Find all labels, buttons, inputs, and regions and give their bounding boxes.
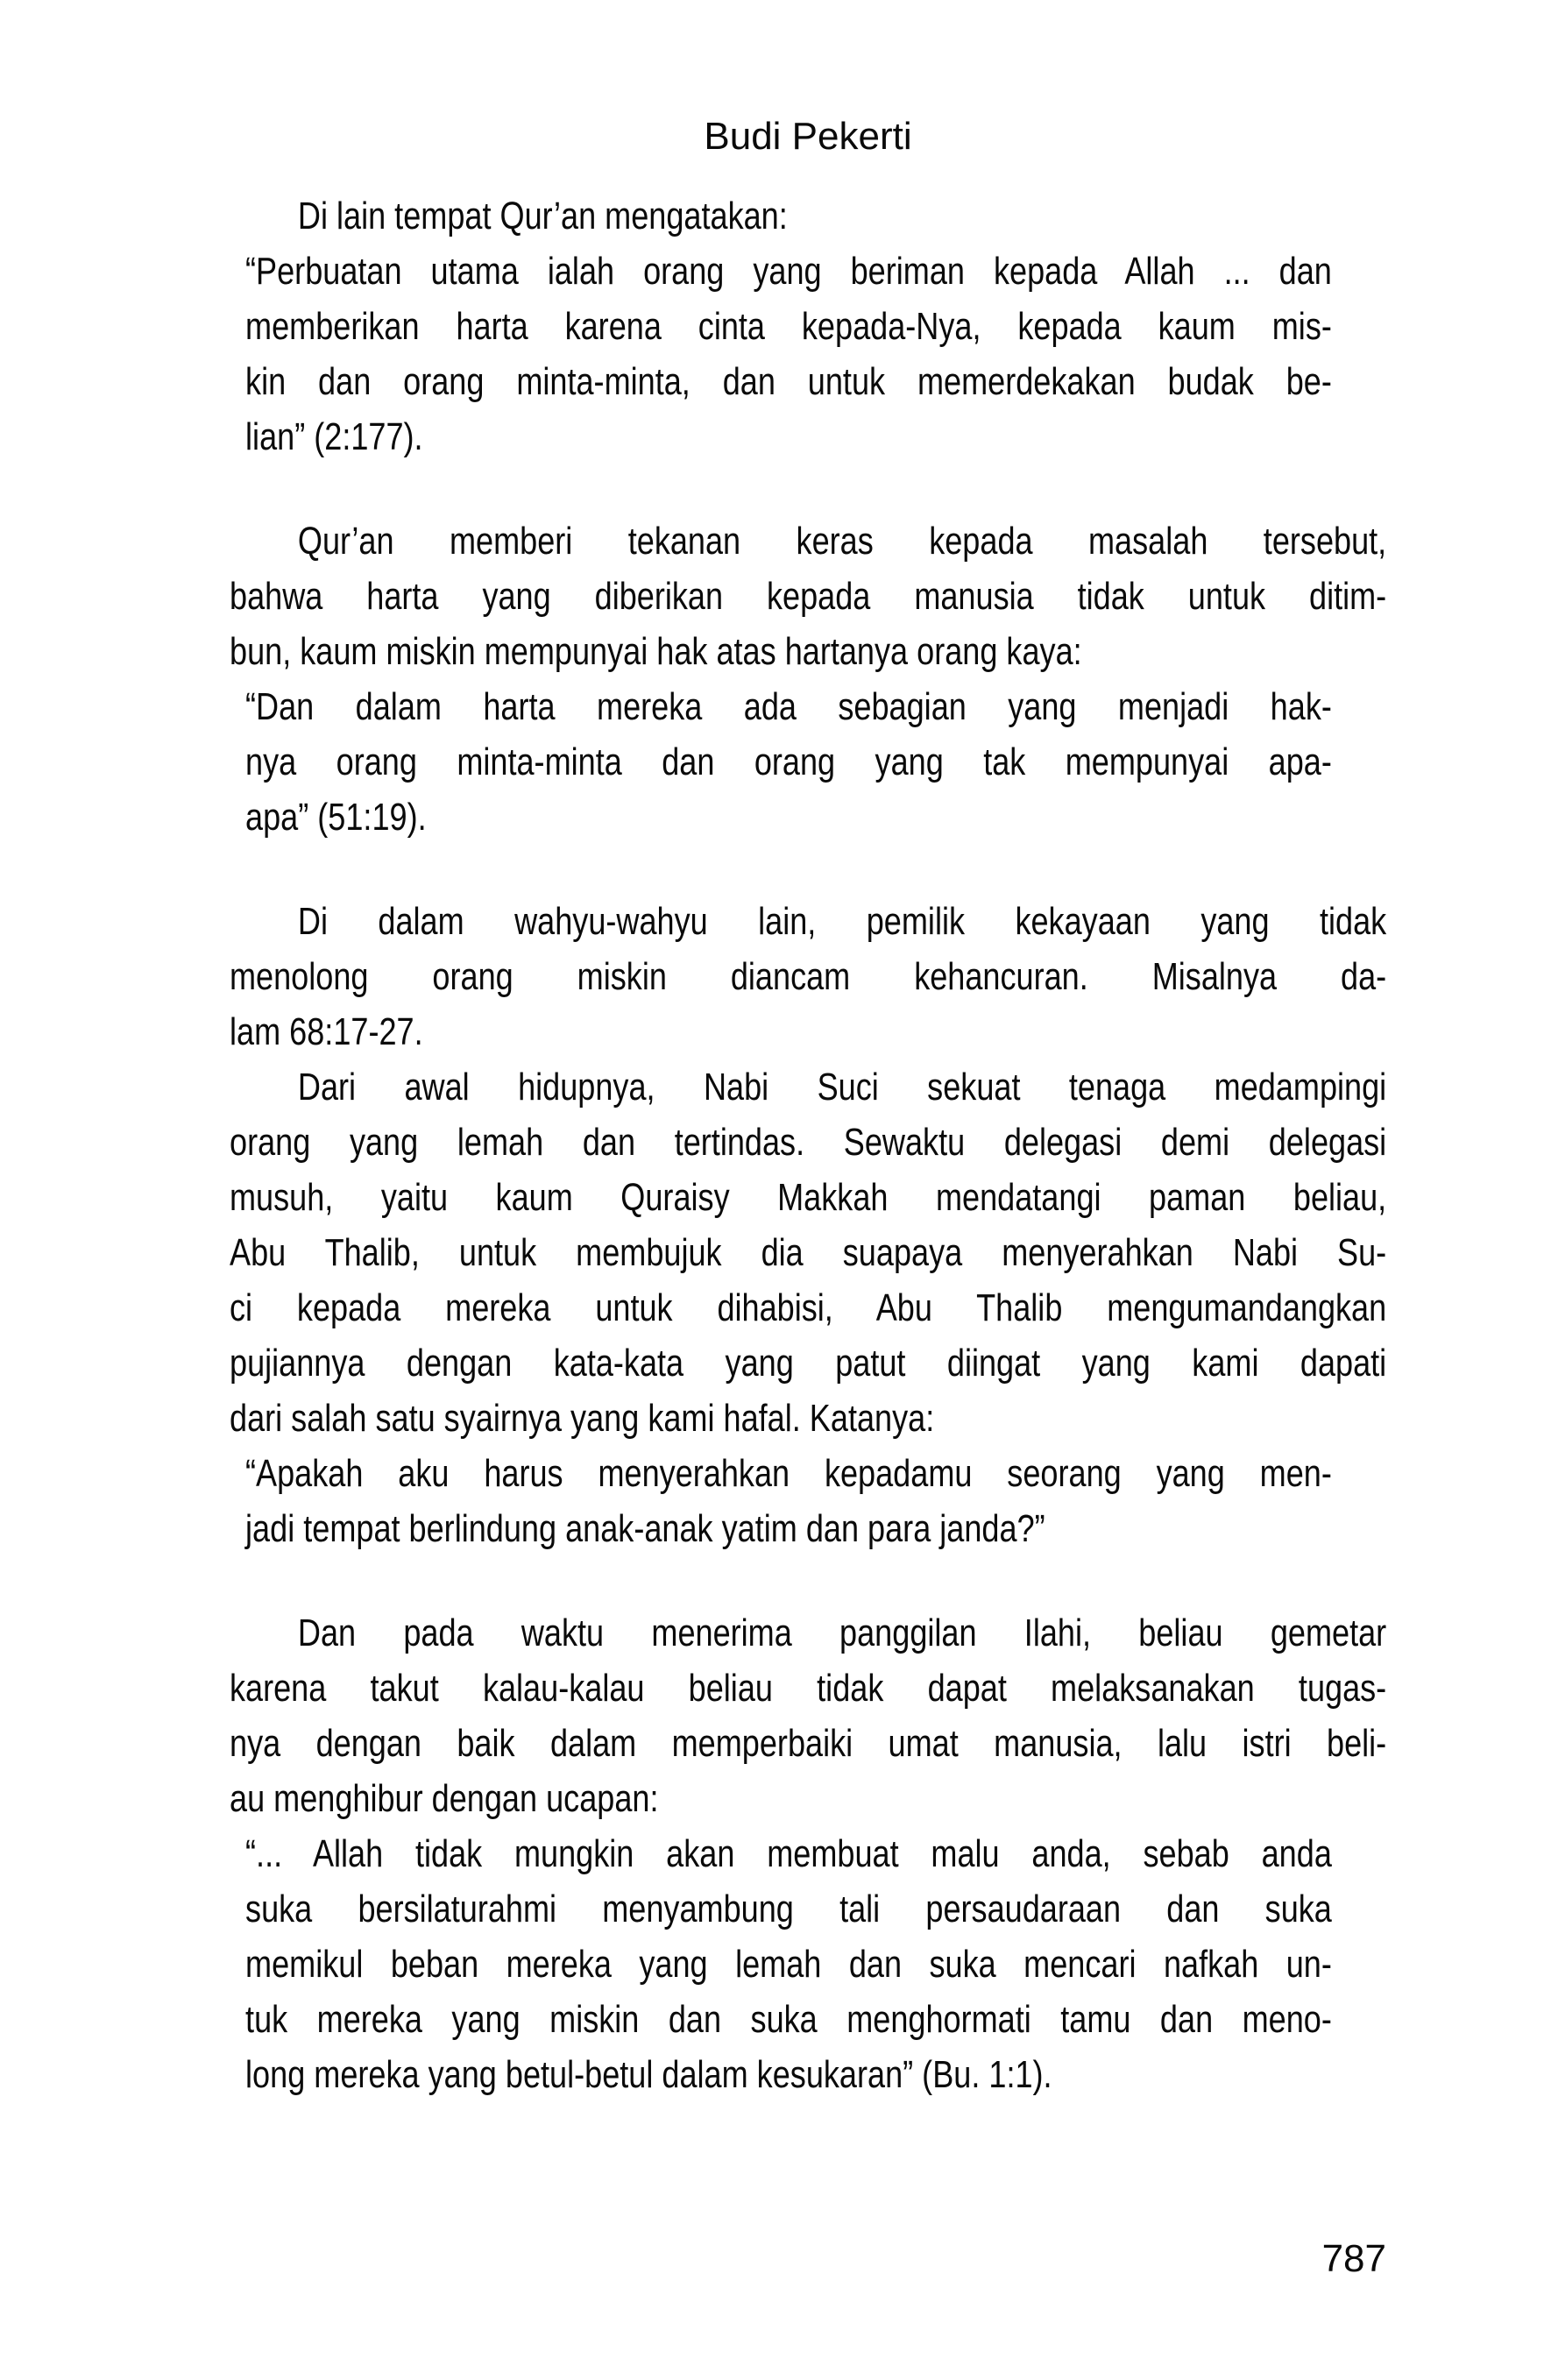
- page-body: [230, 188, 1386, 2151]
- text-line: Di lain tempat Qur’an mengatakan:: [297, 195, 788, 237]
- text-line: orang yang lemah dan tertindas. Sewaktu delegasi demi delegasi: [230, 1121, 1387, 1164]
- text-line: karena takut kalau-kalau beliau tidak dapat melaksanakan tugas-: [230, 1667, 1387, 1710]
- text-line: “... Allah tidak mungkin akan membuat malu anda, sebab anda: [245, 1832, 1332, 1875]
- text-line: nya orang minta-minta dan orang yang tak mempunyai apa-: [245, 740, 1332, 783]
- text-line: ci kepada mereka untuk dihabisi, Abu Thalib mengumandangkan: [230, 1286, 1387, 1329]
- text-line: pujiannya dengan kata-kata yang patut diingat yang kami dapati: [230, 1342, 1387, 1385]
- text-line: “Perbuatan utama ialah orang yang beriman kepada Allah ... dan: [245, 250, 1332, 293]
- running-header: Budi Pekerti: [704, 115, 912, 158]
- text-line: long mereka yang betul-betul dalam kesukaran” (Bu. 1:1).: [245, 2053, 1052, 2096]
- text-line: Di dalam wahyu-wahyu lain, pemilik kekayaan yang tidak: [297, 900, 1387, 943]
- paragraph: [230, 188, 1386, 244]
- blockquote: [230, 1826, 1386, 2102]
- text-line: lam 68:17-27.: [230, 1010, 423, 1053]
- text-line: dari salah satu syairnya yang kami hafal. Katanya:: [230, 1397, 935, 1440]
- paragraph: [230, 894, 1386, 1059]
- blockquote: [230, 244, 1386, 464]
- paragraph: [230, 514, 1386, 679]
- text-line: “Dan dalam harta mereka ada sebagian yang menjadi hak-: [245, 685, 1332, 728]
- paragraph: [230, 1605, 1386, 1826]
- text-line: Dari awal hidupnya, Nabi Suci sekuat tenaga medampingi: [297, 1066, 1387, 1109]
- text-line: memikul beban mereka yang lemah dan suka mencari nafkah un-: [245, 1943, 1332, 1986]
- text-line: memberikan harta karena cinta kepada-Nya, kepada kaum mis-: [245, 305, 1332, 348]
- text-line: nya dengan baik dalam memperbaiki umat manusia, lalu istri beli-: [230, 1722, 1387, 1765]
- text-line: Abu Thalib, untuk membujuk dia suapaya menyerahkan Nabi Su-: [230, 1231, 1387, 1274]
- text-line: Qur’an memberi tekanan keras kepada masalah tersebut,: [297, 520, 1387, 563]
- text-line: apa” (51:19).: [245, 796, 427, 839]
- page-number: 787: [1321, 2237, 1386, 2280]
- text-line: au menghibur dengan ucapan:: [230, 1777, 659, 1820]
- text-line: jadi tempat berlindung anak-anak yatim dan para janda?”: [245, 1507, 1045, 1550]
- text-line: Dan pada waktu menerima panggilan Ilahi, beliau gemetar: [297, 1611, 1387, 1654]
- blockquote: [230, 679, 1386, 845]
- paragraph: [230, 1059, 1386, 1446]
- text-line: suka bersilaturahmi menyambung tali persaudaraan dan suka: [245, 1888, 1332, 1930]
- text-line: menolong orang miskin diancam kehancuran. Misalnya da-: [230, 955, 1387, 998]
- text-line: “Apakah aku harus menyerahkan kepadamu seorang yang men-: [245, 1452, 1332, 1495]
- text-line: tuk mereka yang miskin dan suka menghormati tamu dan meno-: [245, 1998, 1332, 2041]
- text-line: kin dan orang minta-minta, dan untuk memerdekakan budak be-: [245, 360, 1332, 403]
- text-line: musuh, yaitu kaum Quraisy Makkah mendatangi paman beliau,: [230, 1176, 1387, 1219]
- text-line: bahwa harta yang diberikan kepada manusia tidak untuk ditim-: [230, 575, 1387, 618]
- text-line: lian” (2:177).: [245, 415, 423, 458]
- text-line: bun, kaum miskin mempunyai hak atas hartanya orang kaya:: [230, 630, 1082, 673]
- blockquote: [230, 1446, 1386, 1556]
